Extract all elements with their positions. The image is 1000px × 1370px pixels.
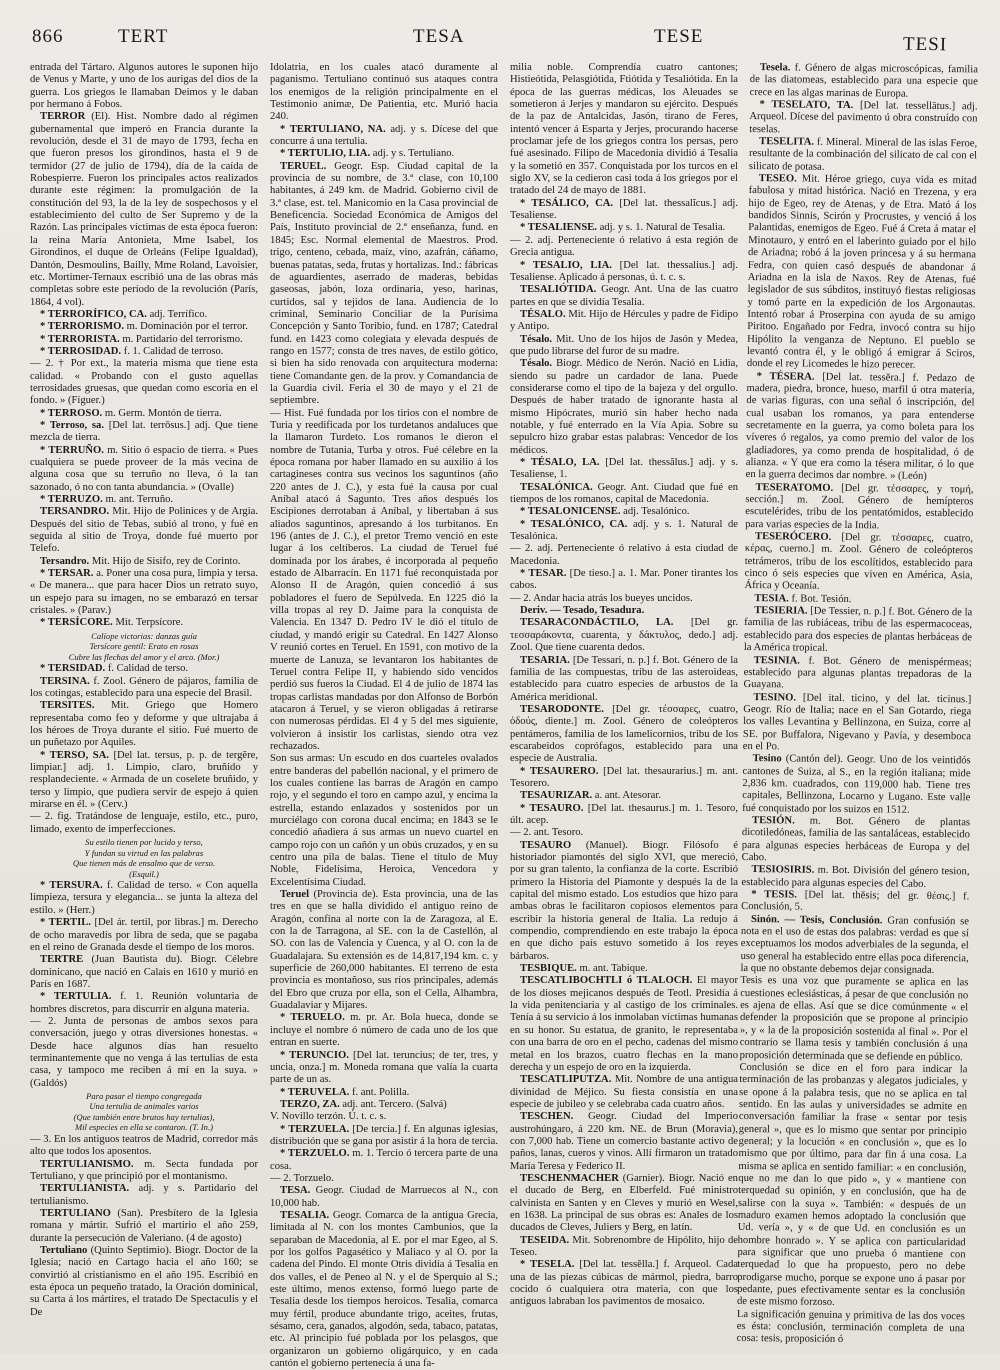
headword: Teruel (280, 889, 310, 901)
column-1 (30, 62, 258, 1352)
definition-text: (Provincia de). Esta provincia, una de las tres en que se halla dividido el antiguo reino de Aragón, confina al norte con la de Zaragoza, al E. con la de Tarragona, al SE. con la de Castellón, al SO. con las de Valencia y Cuenca, y al O. con la de Guadalajara. Su extensión es de 14,817,194 km. c. y superficie de 260,000 habitantes. El terreno de esta provincia es montañoso, sus ríos principales, además del Ebro que cruza por ella, son el Cella, Alhambra, Guadalaviar y Mijares. (270, 889, 498, 1012)
dictionary-entry (30, 750, 258, 812)
definition-text: — 2. Andar hacia atrás los bueyes uncidos. (510, 592, 693, 604)
dictionary-entry (30, 358, 258, 407)
definition-text: Mit. Nombre de una antigua divinidad de Méjico. Su fiesta consistía en una especie de jubileo y se celebraba cada cuatro años. (510, 1074, 738, 1110)
definition-text: La significación genuina y primitiva de las dos voces es ésta: conclusión, terminación completa de una cosa: tesis, proposición ó (736, 1308, 965, 1346)
headword: * TERTULIO, LIA. (280, 148, 371, 160)
dictionary-entry (30, 1159, 258, 1184)
definition-text: [Del ital. ticino, y del lat. ticinus.] Geogr. Río de Italia; nace en el San Gotardo, riega los valles Levantina y Bellinzona, en Suiza, corre al SE. por Buffalora, Nigevano y Pavía, y desemboca en el Po. (742, 692, 972, 753)
definition-text: [Del lat. thĕsis; del gr. θέσις.] f. Conclusión, 5. (741, 889, 970, 913)
headword: * TERSÍCORE. (40, 617, 113, 629)
dictionary-entry (270, 408, 498, 754)
definition-text: m. ant. Terruño. (105, 494, 174, 506)
verse-quote (30, 837, 258, 879)
headword: TESA. (280, 1185, 311, 1197)
dictionary-entry (510, 790, 738, 802)
verse-line: (Esquil.) (129, 868, 159, 879)
dictionary-entry (510, 358, 738, 457)
headword: TESCHENMACHER (520, 1172, 619, 1184)
verse-line: Una tertulia de animales varios (89, 1101, 199, 1112)
definition-text: — 2. Junta de personas de ambos sexos para conversación, juego y otras diversiones honestas. « Desde hace algunos días han resuelto terminantemente que no venga á las tertulias de esta casa, y tampoco me reciben á mí en la suya. » (Galdós) (30, 1015, 258, 1089)
dictionary-entry (510, 506, 738, 518)
headword: * TESALONICENSE. (520, 506, 621, 518)
definition-text: m. Secta fundada por Tertuliano, y que principió por el montanismo. (30, 1158, 258, 1182)
dictionary-entry (510, 1235, 738, 1260)
definition-text: [Del gr. τέσσαρες, y τομή, sección.] m. Zool. Género de hemípteros escutelérides, tribu de los pentatómidos, establecido para varias especies de la India. (745, 482, 974, 532)
headword: TESEO. (758, 173, 797, 185)
dictionary-entry (270, 1210, 498, 1370)
headword: TERTULIANISTA. (40, 1183, 130, 1195)
definition-text: f. Calidad de terso. « Con aquella limpieza, tersura y elegancia... se junta la alteza del estilo. » (Herr.) (30, 880, 258, 916)
definition-text: [De tieso.] a. 1. Mar. Poner tirantes los cabos. (510, 568, 739, 592)
headword: * TERSIDAD. (40, 663, 106, 675)
definition-text: [Del lat. thesaurarius.] m. ant. Tesorero. (510, 765, 738, 789)
definition-text: — Hist. Fué fundada por los tirios con el nombre de Turia y reedificada por los turdetanos andaluces que la llamaron Turdeto. Los romanos le dieron el nombre de Tutania, Turba y otros. Fué célebre en la época romana por haber llamado en su auxilio á los cartagineses contra sus vecinos los saguntinos (año 220 antes de J. C.), y esta fué la causa por cual Aníbal atacó á Sagunto. Tres años después los Escipiones derrotaban á Aníbal, y libertaban á sus aliados saguntinos, apresando á los turbitanos. En 196 (antes de J. C.), el pretor Tremo venció en este lugar á los celtíberos. La ciudad de Teruel fué dominada por los árabes, é incorporada al pequeño estado de Albarracín. En 1171 fué reconquistada por Alonso II de Aragón, quien concedió á sus pobladores el fuero de Sepúlveda. En 1225 dió la villa tropas al rey D. Jaime para la conquista de Valencia. En 1347 D. Pedro IV le dió el título de ciudad, y mandó erigir su Catedral. En 1427 Alonso V reunió cortes en Teruel. En 1591, con motivo de la muerte de Lanuza, se levantaron los habitantes de Teruel contra Felipe II, y habiendo sido vencidos perdió sus fueros la Ciudad. El 4 de julio de 1874 las tropas carlistas mandadas por don Alfonso de Borbón atacaron á Teruel, y se vieron obligadas á retirarse con numerosas pérdidas. El 4 y 5 del mes siguiente, volvieron á insistir los carlistas, siendo otra vez rechazados. (270, 407, 498, 752)
dictionary-entry (510, 704, 738, 766)
headword: * TESÁLICO, CA. (520, 197, 614, 209)
dictionary-entry (30, 1016, 258, 1090)
dictionary-entry (743, 691, 972, 755)
definition-text: f. Género de algas microscópicas, familia de las diatomeas, establecido para una especie que crece en las algas marinas de Europa. (749, 62, 978, 100)
dictionary-entry (30, 676, 258, 701)
dictionary-entry (510, 222, 738, 234)
definition-text: f. Bot. Tesión. (791, 593, 852, 605)
dictionary-entry (30, 334, 258, 346)
definition-text: [Del gr. τεσσαράκοντα, cuarenta, y δάκτυλος, dedo.] adj. Zool. Que tiene cuarenta dedos. (510, 617, 738, 654)
definition-text: Biogr. Médico de Nerón. Nació en Lidia, siendo su padre un cardador de lana. Puede considerarse como el tipo de la bajeza y del orgullo. Después de haber tratado de ignorante hasta al mismo Hipócrates, murió sin haber hecho nada notable, y fué enterrado en la Vía Apia. Sobre su sepulcro hizo grabar estas palabras: Vencedor de los médicos. (510, 358, 738, 456)
headword: * TERROSO. (40, 407, 103, 419)
dictionary-entry (749, 136, 977, 175)
dictionary-entry (510, 803, 738, 828)
headword: * TESAURO. (520, 802, 584, 814)
definition-text: [De tercia.] f. En algunas iglesias, distribución que se gana por asistir á la hora de tercia. (270, 1123, 498, 1147)
verse-line: Y fundan su virtud en las palabras (84, 847, 204, 858)
dictionary-entry (30, 663, 258, 675)
verse-quote (30, 1091, 258, 1133)
definition-text: f. 1. Reunión voluntaria de hombres discretos, para discurrir en alguna materia. (30, 991, 258, 1015)
dictionary-entry (746, 371, 975, 484)
dictionary-entry (30, 420, 258, 445)
definition-text: [Del lat. thessalius.] adj. Tesaliense. Aplicado á personas, ú. t. c. s. (510, 259, 738, 283)
headword: TESARODONTE. (520, 703, 604, 715)
definition-text: f. Bot. Género de menispérmeas; establecido para algunas plantas trepadoras de la Guayana. (743, 655, 972, 691)
definition-text: m. Dominación por el terror. (126, 321, 248, 333)
dictionary-entry (270, 62, 498, 124)
dictionary-entry (743, 654, 971, 693)
dictionary-entry (270, 1012, 498, 1049)
dictionary-entry (270, 889, 498, 1012)
column-3 (510, 62, 738, 1352)
verse-quote (30, 631, 258, 663)
dictionary-entry (30, 568, 258, 617)
headword: TESAURIZAR. (520, 790, 593, 802)
definition-text: — 2. adj. Perteneciente ó relativo á esta ciudad de Macedonia. (510, 543, 738, 567)
headword: TESINIA. (753, 654, 801, 667)
definition-text: [De Tessier, n. p.] f. Bot. Género de la familia de las rubiáceas, tribu de las espermacoceas, establecido para dos especies de plantas herbáceas de la América tropical. (743, 605, 973, 655)
dictionary-entry (749, 99, 977, 138)
dictionary-entry (510, 482, 738, 507)
definition-text: Mit. Griego que Homero representaba como feo y deforme y que ultrajaba á los héroes de Troya durante el sitio. Fué muerto de un puñetazo por Aquiles. (30, 700, 258, 749)
headword: Tertuliano (40, 1245, 88, 1257)
dictionary-entry (741, 864, 969, 891)
headword: TESARACONDÁCTILO, LA. (520, 617, 674, 629)
dictionary-entry (737, 1309, 965, 1348)
definition-text: Mit. Héroe griego, cuya vida es mitad fabulosa y mitad histórica. Nació en Trezena, y era hijo de Egeo, rey de Atenas, y de Etra. Mató á los bandidos Sinnis, Scirón y Procrustes, y venció á los Palantidas, enemigos de Egeo. Fué á Creta á matar el Minotauro, y entró en el laberinto guiado por el hilo de Ariadna; robó á la joven princesa y á su hermana Fedra, con quien casó después de abandonar á Ariadna en la isla de Naxos. Rey de Atenas, fué legislador de sus súbditos, instituyó fiestas religiosas y tomó parte en la expedición de los Argonautas. Intentó robar á Proserpina con ayuda de su amigo Piritoo. Engañado por Fedra, invocó contra su hijo Hipólito la venganza de Neptuno. El pueblo se levantó contra él, y le obligó á emigrar á Sciros, donde el rey Licomedes le hizo perecer. (746, 173, 977, 371)
dictionary-entry (744, 531, 973, 595)
definition-text: [Del lat. thesaurus.] m. 1. Tesoro, últ. acep. (510, 802, 738, 826)
page-header (30, 26, 990, 62)
dictionary-entry (270, 1087, 498, 1099)
headword: TESBIQUE. (520, 963, 577, 975)
definition-text: [Del lat. thessălus.] adj. y s. Tesaliense, 1. (510, 457, 738, 481)
dictionary-entry (510, 568, 738, 593)
headword: TERSITES. (40, 700, 95, 712)
dictionary-entry (510, 840, 738, 963)
definition-text: Geogr. Esp. Ciudad capital de la provincia de su nombre, de 3.ª clase, con 10,100 habitantes, á 249 km. de Madrid. Gobierno civil de 3.ª clase, est. tel. Manicomio en la Casa provincial de Beneficencia. Sociedad Económica de Amigos del País, Instituto provincial de 2.ª enseñanza, fund. en 1845; Esc. Normal elemental de Maestros. Prod. trigo, centeno, cebada, maíz, vino, azafrán, cáñamo, buenas patatas, seda, frutas y hortalizas. Ind.: fábricas de aguardientes, aserrado de maderas, bebidas gaseosas, jabón, loza ordinaria, yeso, harinas, curtidos, sal y tejidos de lana. Audiencia de lo criminal, Seminario Conciliar de la Purísima Concepción y Santo Toribio, fund. en 1787; Catedral fund. en 1423 como colegiata y elevada después de rango en 1577; consta de tres naves, de estilo gótico, si bien ha sido renovada con arquitectura moderna: tiene Comandante gen. de la prov. y Comandancia de la Guardia civil. Feria el 30 de mayo y el 21 de septiembre. (270, 160, 498, 407)
headword: * TERTULIANO, NA. (280, 123, 386, 135)
definition-text: entrada del Tártaro. Algunos autores le suponen hijo de Venus y Marte, y uno de los aurigas del dios de la guerra. Los griegos le llamaban Deimos y le daban por hermano á Fobos. (30, 62, 258, 111)
dictionary-entry (744, 605, 973, 657)
dictionary-entry (741, 889, 969, 916)
dictionary-entry (740, 975, 969, 1064)
definition-text: El mayor de los dioses mejicanos después de Teotl. Presidía á la vida penitenciaria y al castigo de los criminales. Tenía á su servicio á los inmolaban víctimas humanas en su honor. Su estatua, de granito, le representaba con una barra de oro en el pecho, cadenas del mismo metal en los brazos, cuatro flechas en la mano derecha y un espejo de oro en la izquierda. (510, 975, 738, 1073)
headword: * TERZUELO. (280, 1148, 350, 1160)
dictionary-entry (740, 914, 969, 978)
definition-text: (Manuel). Biogr. Filósofo é historiador piamontés del siglo XVI, que mereció, por su gran talento, la confianza de la corte. Escribió primero la Historia del Piamonte y después la de la capital del mismo estado. Los estudios que hizo para ambas obras le facilitaron copiosos elementos para escribir la historia general de Italia. La redujo á compendio, comprendiendo en este trabajo la época en que dicho país estuvo sometido á los reyes bárbaros. (510, 839, 738, 962)
dictionary-entry (510, 593, 738, 605)
definition-text: adj. y s. 1. Natural de Tesalia. (599, 222, 726, 234)
headword: TERTULIANISMO. (40, 1158, 134, 1170)
headword: TERSINA. (40, 675, 90, 687)
headword: TÉSALO. (520, 308, 566, 320)
headword: * TERSAR. (40, 568, 94, 580)
definition-text: f. ant. Polilla. (351, 1086, 410, 1098)
dictionary-entry (510, 62, 738, 198)
definition-text: [Del lat. tessĕra.] f. Pedazo de madera, piedra, bronce, hueso, marfil ú otra materia, de varias figuras, con una señal ó inscripción, del cual usaban los romanos, ya para entenderse secretamente en la guerra, ya como boleta para los víveres ó regalos, ya como premio del valor de los gladiadores, ya como prenda de hospitalidad, ó de alianza. « Y que era como la tésera militar, ó lo que en la guerra decimos dar nombre. » (León) (745, 371, 975, 483)
definition-text: adj. y s. 1. Natural de Tesalónica. (510, 518, 738, 543)
headword: TERTRE (40, 954, 84, 966)
definition-text: [Del gr. τέσσαρες, cuatro, κέρας, cuerno.] m. Zool. Género de coleópteros tetrámeros, tribu de los escolítidos, establecido para cinco ó seis especies que viven en América, Asia, África y Oceanía. (744, 532, 974, 593)
dictionary-entry (510, 235, 738, 260)
headword: TESCATLIBOCHTLI ó TLALOCH. (520, 975, 693, 987)
definition-text: adj. Tesalónico. (623, 506, 690, 518)
verse-line: Cubre las flechas del amor y el arco. (Mor.) (68, 651, 220, 662)
dictionary-entry (510, 1173, 738, 1235)
headword: * TERRUÑO. (40, 444, 104, 456)
definition-text: f. Calidad de terso. (107, 663, 189, 675)
definition-text: m. Germ. Montón de tierra. (104, 407, 222, 419)
definition-text: — 3. En los antiguos teatros de Madrid, corredor más alto que todos los aposentos. (30, 1133, 258, 1158)
headword: TESERATOMO. (755, 481, 834, 494)
headword: * TERZUELA. (280, 1123, 350, 1135)
definition-text: (Garnier). Biogr. Nació en el ducado de Berg, en Elberfeld. Fué ministro calvinista en Santen y en Cleves y murió en Wesel, en 1638. La principal de sus obras es: Anales de los ducados de Cleves, Juliers y Berg, en latín. (510, 1172, 738, 1234)
headword: * TESIS. (751, 889, 797, 901)
dictionary-entry (30, 111, 258, 309)
definition-text: (Quinto Septimio). Biogr. Doctor de la Iglesia; nació en Cartago hacia el año 160; se convirtió al cristianismo en el año 195. Escribió en esta época un pequeño tratado, la Oración dominical, su Carta á los mártires, el tratado De Spectaculis y el De (30, 1245, 258, 1318)
definition-text: (San). Presbítero de la Iglesia romana y mártir. Sufrió el martirio el año 259, durante la persecución de Valeriano. (4 de agosto) (30, 1208, 258, 1244)
verse-line: Calíope victorias: danzas guía (91, 630, 197, 641)
dictionary-entry (270, 1173, 498, 1185)
definition-text: Gran confusión se nota en el uso de estas dos palabras: verdad es que sí exceptuamos los modos adverbiales de la segunda, el uso general ha establecido entre ellas poca diferencia, la que no obstante debemos dejar consignada. (740, 915, 970, 977)
headword: * TESELA. (520, 1259, 575, 1271)
headword: TESERÓCERO. (754, 531, 832, 543)
definition-text: [Del lat. tessellātus.] adj. Arqueol. Dícese del pavimento ú obra construído con teselas. (749, 100, 978, 136)
dictionary-entry (510, 975, 738, 1074)
dictionary-entry (30, 309, 258, 321)
headword: TESIOSIRIS. (751, 864, 815, 877)
headword: Tésalo. (520, 333, 553, 345)
definition-text: adj. y s. Tertuliano. (372, 148, 455, 160)
verse-line: Tersícore gentil: Erato en rosas (89, 641, 199, 652)
headword: TERTULIANO (40, 1208, 111, 1220)
headword: TESIA. (754, 592, 789, 605)
dictionary-entry (30, 700, 258, 749)
definition-text: f. 1. Calidad de terroso. (123, 345, 224, 357)
dictionary-entry (510, 543, 738, 568)
guide-word-2: TESA (413, 26, 465, 47)
definition-text: Geogr. Ant. Ciudad que fué en tiempos de los romanos, capital de Macedonia. (510, 481, 738, 506)
headword: TESIERIA. (754, 605, 808, 617)
dictionary-entry (30, 346, 258, 358)
headword: TESCATLIPUTZA. (520, 1074, 612, 1086)
definition-text: m. Partidario del terrorismo. (122, 333, 243, 345)
headword: * TÉSERA. (756, 370, 815, 383)
headword: TERROR (40, 111, 86, 123)
definition-text: — 2. fig. Tratándose de lenguaje, estilo, etc., puro, limado, exento de imperfecciones. (30, 811, 258, 835)
headword: TERZO, ZA. (280, 1098, 340, 1110)
dictionary-entry (30, 1245, 258, 1319)
column-2 (270, 62, 499, 1370)
dictionary-entry (270, 148, 498, 160)
dictionary-entry (30, 1183, 258, 1208)
dictionary-entry (737, 1062, 968, 1311)
headword: TESEIDA. (520, 1234, 570, 1246)
dictionary-entry (510, 605, 738, 617)
dictionary-entry (30, 880, 258, 917)
headword: Sinón. — Tesis, Conclusión. (750, 913, 883, 927)
definition-text: Conclusión se dice en el foro para indicar la terminación de las probanzas y alegatos judiciales, y se opone á la palabra tesis, que no se aplica en tal sentido. En las aulas y universidades se admite en conversación familiar la frase « sentar por tesis general », que es lo mismo que sentar por principio general; y la locución « en conclusión », que es lo mismo que por último, para dar fin á una cosa. La misma se aplica en sentido familiar: « en conclusión, que no me dan lo que pido », y « mantiene con terquedad su opinión, y en conclusión, que ha de salirse con la suya ». También: « después de un maduro examen hemos adoptado la conclusión que Ud. vería », y « de que Ud. en conclusión es un hombre honrado ». Y se aplica con particularidad para significar que uno prueba ó mantiene con terquedad lo que ha propuesto, pero no debe prodigarse mucho, porque se expone uno á pasar por pedante, pues efectivamente sentar es la conclusión de este mismo forzoso. (736, 1061, 968, 1309)
dictionary-entry (510, 963, 738, 975)
headword: * TESAURERO. (520, 765, 599, 777)
dictionary-entry (510, 1259, 738, 1308)
definition-text: a. Poner una cosa pura, limpia y tersa. « De manera... que para hacer Dios un retrato suyo, un espejo para su imagen, no se embarazó en tersar cristales. » (Parav.) (30, 568, 258, 617)
dictionary-entry (510, 519, 738, 544)
headword: TESALIÓTIDA. (520, 284, 597, 296)
dictionary-entry (510, 260, 738, 285)
definition-text: m. ant. Tabique. (579, 963, 648, 975)
headword: * TESALIENSE. (520, 222, 597, 234)
headword: TESINO. (753, 691, 797, 704)
dictionary-entry (30, 1208, 258, 1245)
dictionary-entry (510, 655, 738, 704)
definition-text: Idolatria, en los cuales atacó duramente al paganismo. Tertuliano continuó sus ataques contra los enemigos de la religión principalmente en el Testimonio animæ, De Patientia, etc. Murió hacia 240. (270, 62, 498, 123)
headword: * TERUNCIO. (280, 1049, 349, 1061)
dictionary-entry (270, 1148, 498, 1173)
definition-text: Mit. Sobrenombre de Hipólito, hijo de Teseo. (510, 1234, 738, 1258)
dictionary-entry (30, 917, 258, 954)
definition-text: [De Tessari, n. p.] f. Bot. Género de la familia de las compuestas, tribu de las asteroideas, establecido para cuatro especies de arbustos de la América meridional. (510, 654, 738, 703)
definition-text: m. Bot. División del género tesion, establecido para algunas especies del Cabo. (741, 865, 970, 890)
headword: * TERTULIA. (40, 991, 112, 1003)
headword: * TERRORISMO. (40, 321, 124, 333)
dictionary-entry (270, 124, 498, 149)
definition-text: — 2. ant. Tesoro. (510, 827, 584, 839)
dictionary-entry (742, 815, 971, 867)
dictionary-entry (270, 1099, 498, 1111)
dictionary-entry (510, 309, 738, 334)
headword: * TERSO, SA. (40, 749, 109, 761)
dictionary-entry (510, 1111, 738, 1173)
headword: TESARIA. (520, 654, 570, 666)
verse-line: Que tienen más de ensalmo que de verso. (72, 858, 216, 869)
headword: * TESALÓNICO, CA. (520, 518, 628, 530)
headword: * TESAR. (520, 568, 567, 580)
definition-text: milia noble. Comprendía cuatro cantones; Histieótida, Pelasgiótida, Ftiótida y Tesaliótida. En la época de las guerras médicas, los Aleuades se sometieron á Jerjes y mandaron su ejército. Después de la paz de Antalcidas, Jasón, tirano de Feres, intentó vencer á Esparta y Jerjes, procurando hacerse proclamar jefe de los griegos contra los persas, pero fué asesinado. Filipo de Macedonia dividió á Tesalia y la sometió en 357. Conquistada por los turcos en el siglo XV, se la cedieron casi toda á los griegos por el tratado del 24 de mayo de 1881. (510, 62, 738, 197)
dictionary-entry (750, 62, 978, 101)
headword: * TERRORISTA. (40, 333, 120, 345)
definition-text: [Del lat. tersus, p. p. de tergĕre, limpiar.] adj. 1. Limpio, claro, bruñido y resplandeciente. « Armada de un coselete bruñido, y terso y limpio, que pudiera servir de espejo á quien mirarse en él. » (Cerv.) (30, 749, 259, 811)
definition-text: [Del lat. tessĕlla.] f. Arqueol. Cada una de las piezas cúbicas de mármol, piedra, barro cocido ó cualquiera otra materia, con que los antiguos labraban los pavimentos de mosaico. (510, 1259, 738, 1308)
definition-text: V. Novillo terzón. Ú. t. c. s. (270, 1111, 387, 1123)
headword: Tersandro. (40, 555, 90, 567)
headword: * TÉSALO, LA. (520, 457, 600, 468)
definition-text: adj. y s. Dícese del que concurre á una tertulia. (270, 123, 499, 148)
dictionary-entry (510, 457, 738, 482)
definition-text: m. Bot. Género de plantas dicotiledóneas, familia de las santaláceas, establecido para algunas especies herbáceas de Europa y del Cabo. (741, 815, 971, 864)
dictionary-entry (270, 1185, 498, 1210)
definition-text: [Del lat. terrōsus.] adj. Que tiene mezcla de tierra. (30, 419, 258, 444)
definition-text: (Juan Bautista du). Biogr. Célebre dominicano, que nació en Calais en 1610 y murió en París en 1687. (30, 954, 258, 990)
headword: * TERSURA. (40, 880, 103, 892)
page-number: 866 (32, 26, 64, 47)
guide-word-3: TESE (654, 26, 704, 47)
dictionary-entry (270, 1050, 498, 1087)
definition-text: (El). Hist. Nombre dado al régimen gubernamental que imperó en Francia durante la revolución, desde el 31 de mayo de 1793, fecha en que fueron presos los girondinos, hasta el 9 de termidor (27 de julio de 1794), día de la caída de Robespierre. Fueron los principales actos realizados durante este régimen: la promulgación de la constitución del 93, la de la ley de sospechosos y el establecimiento del culto de Ser Supremo y de la Razón. Las principales víctimas de esta época fueron: la reina María Antonieta, Mme Isabel, los Girondinos, el duque de Orleáns (Felipe Igualdad), Dantón, Desmoulins, Bailly, Mme Roland, Lavoisier, etc. Mortimer-Ternaux escribió una de las obras más completas sobre este período de la revolución (París, 1864, 4 vol). (30, 111, 258, 308)
definition-text: Son sus armas: Un escudo en dos cuarteles ovalados entre banderas del pabellón nacional, y el primero de los cuales contiene las barras de Aragón en campo rojo, y el segundo el toro en campo azul, y encima la estrella, estando enlazados y sostenidos por un murciélago con corona ducal encima; en 1843 se le concedió añadiera á sus armas un nuevo cuartel en campo rojo con un cañón y un obús cruzados, y en su centro una pila de balas. Tiene el título de Muy Noble, Fidelísima, Heroica, Vencedora y Excelentísima Ciudad. (270, 753, 498, 888)
headword: * Terroso, sa. (40, 419, 105, 431)
definition-text: Mit. Hijo de Hércules y padre de Fidipo y Antipo. (510, 308, 738, 333)
headword: Deriv. — Tesado, Tesadura. (520, 605, 645, 617)
dictionary-entry (30, 811, 258, 836)
definition-text: Mit. Hijo de Sisifo, rey de Corinto. (91, 555, 241, 567)
definition-text: Geogr. Comarca de la antigua Grecia, limitada al N. con los montes Cambunios, que la separaban de Macedonia, al E. por el mar Egeo, al S. por los golfos Pagasético y Maliaco y al O. por la cadena del Pindo. El monte Otris dividía á Tesalia en dos valles, el de Peneo al N. y el de Sperquio al S.; este último, menos extenso, formó luego parte de Tesalia desde los tiempos heroicos. Tesalia, comarca muy fértil, produce abundante trigo, aceites, frutas, sésamo, cera, ganados, algodón, seda, tabaco, patatas, etc. Al principio fué poblada por los pelasgos, que organizaron un gobierno oligárquico, y en cada cantón el gobierno pertenecía á una fa- (270, 1209, 499, 1370)
dictionary-entry (742, 753, 971, 817)
dictionary-entry (510, 284, 738, 309)
text-columns (30, 62, 990, 1370)
definition-text: — 2. Torzuelo. (270, 1172, 334, 1184)
dictionary-entry (745, 482, 974, 534)
definition-text: Tesis es una voz que puramente se aplica en las cuestiones eclesiásticas, á pesar de que conclusión no es ajena de ellas. Así que se dice comúnmente « el defender la proposición que se propone al principio », y « la de la proposición sostenida al final ». Por el contrario se llama tesis y también conclusión á una proposición determinada que se defiende en público. (739, 975, 969, 1063)
definition-text: Geogr. Ciudad del Imperio austrohúngaro, á 220 km. NE. de Brun (Moravia), con 7,000 hab. Tiene un comercio bastante activo de paños, lanas, cueros y vinos. Allí firmaron un tratado María Teresa y Federico II. (510, 1111, 738, 1172)
definition-text: — 2. † Por ext., la materia misma que tiene esta calidad. « Probando con el gusto aquellas terrosidades gruesas, que quedan como escoria en el fondo. » (Fíguer.) (30, 358, 258, 407)
verse-line: Para pasar el tiempo congregada (86, 1090, 202, 1101)
definition-text: Geogr. Ciudad de Marruecos al N., con 10,000 hab. (270, 1185, 498, 1209)
definition-text: adj. Terrífico. (149, 308, 208, 320)
definition-text: [Del lat. teruncius; de ter, tres, y uncia, onza.] m. Moneda romana que valía la cuarta parte de un as. (270, 1049, 498, 1086)
headword: * TERTIL. (40, 917, 91, 929)
guide-word-1: TERT (118, 26, 169, 47)
definition-text: adj. ant. Tercero. (Salvá) (342, 1098, 447, 1110)
definition-text: [Del gr. τέσσαρες, cuatro, ὀδούς, diente.] m. Zool. Género de coleópteros pentámeros, familia de los lamelicornios, tribu de los escarabeidos coprófagos, establecido para una especie de Australia. (510, 703, 739, 765)
headword: * TESELATO, TA. (759, 99, 854, 112)
definition-text: [Del ár. tertil, por libras.] m. Derecho de ocho maravedís por libra de seda, que se pagaba en el reino de Granada desde el tiempo de los moros. (30, 917, 258, 953)
headword: TESELITA. (759, 136, 815, 148)
definition-text: [Del lat. thessalĭcus.] adj. Tesaliense. (510, 197, 738, 222)
dictionary-entry (510, 617, 738, 654)
headword: * TESALIO, LIA. (520, 259, 612, 271)
definition-text: — 2. adj. Perteneciente ó relativo á esta región de Grecia antigua. (510, 234, 738, 259)
dictionary-entry (30, 991, 258, 1016)
dictionary-entry (30, 408, 258, 420)
headword: Tesela. (759, 62, 791, 74)
headword: * TERRUZO. (40, 494, 103, 506)
definition-text: m. Sitio ó espacio de tierra. « Pues cualquiera se puede proveer de la más vecina de alguna cosa que su terruño no lleva, ó la tan sazonado, ó no con tanta abundancia. » (Ovalle) (30, 444, 258, 493)
definition-text: a. ant. Atesorar. (594, 790, 661, 802)
headword: * TERROSIDAD. (40, 345, 122, 357)
headword: TERUEL. (280, 160, 327, 172)
definition-text: f. Mineral. Mineral de las islas Feroe, resultante de la combinación del silicato de cal con el silicato de potasa. (748, 136, 978, 173)
dictionary-entry (30, 494, 258, 506)
definition-text: Mit. Hijo de Polinices y de Argia. Después del sitio de Tebas, subió al trono, y fué en seguida al sitio de Troya, donde fué muerto por Telefo. (30, 506, 259, 555)
headword: TESCHEN. (520, 1111, 574, 1123)
verse-line: (Que también entre brutos hay tertulias), (73, 1111, 215, 1122)
headword: * TERRORÍFICO, CA. (40, 308, 147, 320)
dictionary-entry (30, 506, 258, 555)
column-4 (736, 62, 977, 1354)
dictionary-entry (510, 198, 738, 223)
dictionary-entry (510, 1074, 738, 1111)
dictionary-entry (30, 617, 258, 629)
dictionary-entry (510, 827, 738, 839)
guide-word-4: TESI (902, 33, 948, 56)
definition-text: m. pr. Ar. Bola hueca, donde se incluye el nombre ó número de cada uno de los que entran en suerte. (270, 1012, 498, 1049)
verse-line: Su estilo tienen por lucido y terso, (85, 837, 203, 848)
dictionary-entry (510, 766, 738, 791)
definition-text: m. 1. Tercio ó tercera parte de una cosa. (270, 1148, 498, 1172)
headword: TESALÓNICA. (520, 481, 593, 493)
verse-line: Mil especies en ella se contaron. (T. In.) (75, 1122, 213, 1133)
headword: Tesino (752, 753, 782, 765)
dictionary-entry (30, 1134, 258, 1159)
definition-text: Mit. Terpsícore. (115, 617, 184, 629)
headword: Tésalo. (520, 358, 553, 370)
definition-text: (Cantón del). Geogr. Uno de los veintidós cantones de Suiza, al S., en la región italiana; mide 2,836 km. cuadrados, con 119,000 hab. Tiene tres capitales, Bellinzona, Locarno y Lugano. Este valle fué conquistado por los suizos en 1512. (742, 753, 971, 816)
definition-text: adj. y s. Partidario del tertulianismo. (30, 1183, 258, 1207)
definition-text: Geogr. Ant. Una de las cuatro partes en que se dividía Tesalia. (510, 284, 738, 308)
dictionary-entry (270, 753, 498, 889)
headword: * TERUVELA. (280, 1086, 350, 1098)
headword: * TERUELO. (280, 1012, 345, 1024)
dictionary-entry (270, 1111, 498, 1123)
definition-text: Mit. Uno de los hijos de Jasón y Medea, que pudo librarse del furor de su madre. (510, 333, 738, 357)
dictionary-entry (30, 556, 258, 568)
dictionary-entry (30, 445, 258, 494)
headword: TESALIA. (280, 1209, 330, 1221)
dictionary-entry (747, 173, 977, 373)
headword: TESAURO (520, 839, 572, 851)
dictionary-entry (30, 321, 258, 333)
dictionary-entry (510, 334, 738, 359)
headword: TERSANDRO. (40, 506, 110, 518)
headword: TESIÓN. (751, 815, 795, 827)
definition-text: f. Zool. Género de pájaros, familia de los cotingas, establecido para una especie del Brasil. (30, 675, 258, 699)
dictionary-entry (270, 161, 498, 408)
dictionary-entry (30, 954, 258, 991)
dictionary-entry (30, 62, 258, 111)
dictionary-entry (270, 1124, 498, 1149)
